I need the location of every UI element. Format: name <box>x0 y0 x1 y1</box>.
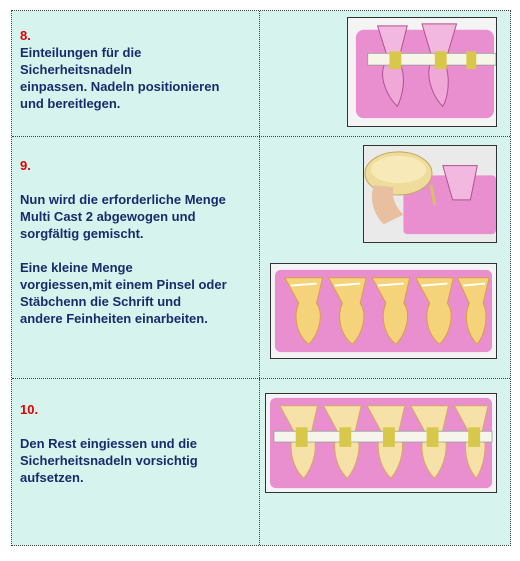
step-9-text <box>20 157 260 327</box>
mold-filled-photo <box>270 263 497 359</box>
step-line: sorgfältig gemischt. <box>20 226 144 241</box>
step-line: Nun wird die erforderliche Menge <box>20 192 226 207</box>
mold-with-pins-set-photo <box>265 393 497 493</box>
step-line: vorgiessen,mit einem Pinsel oder <box>20 277 227 292</box>
step-row-10 <box>12 379 510 545</box>
step-line: einpassen. Nadeln positionieren <box>20 79 220 94</box>
step-line: Eine kleine Menge <box>20 260 133 275</box>
step-line: Stäbchenn die Schrift und <box>20 294 182 309</box>
step-number: 10. <box>20 402 39 417</box>
step-line: Einteilungen für die <box>20 45 142 60</box>
step-row-8 <box>12 11 510 137</box>
pouring-resin-photo <box>363 145 497 243</box>
instruction-table <box>11 10 511 546</box>
step-8-text <box>20 27 260 112</box>
step-line: Den Rest eingiessen und die <box>20 436 197 451</box>
step-line: aufsetzen. <box>20 470 84 485</box>
step-line: andere Feinheiten einarbeiten. <box>20 311 208 326</box>
step-line: Multi Cast 2 abgewogen und <box>20 209 196 224</box>
mold-with-pins-photo <box>347 17 497 127</box>
step-number: 8. <box>20 28 31 43</box>
step-line: Sicherheitsnadeln <box>20 62 132 77</box>
step-line: Sicherheitsnadeln vorsichtig <box>20 453 198 468</box>
step-10-text <box>20 401 260 486</box>
step-number: 9. <box>20 158 31 173</box>
step-row-9 <box>12 137 510 379</box>
step-line: und bereitlegen. <box>20 96 121 111</box>
